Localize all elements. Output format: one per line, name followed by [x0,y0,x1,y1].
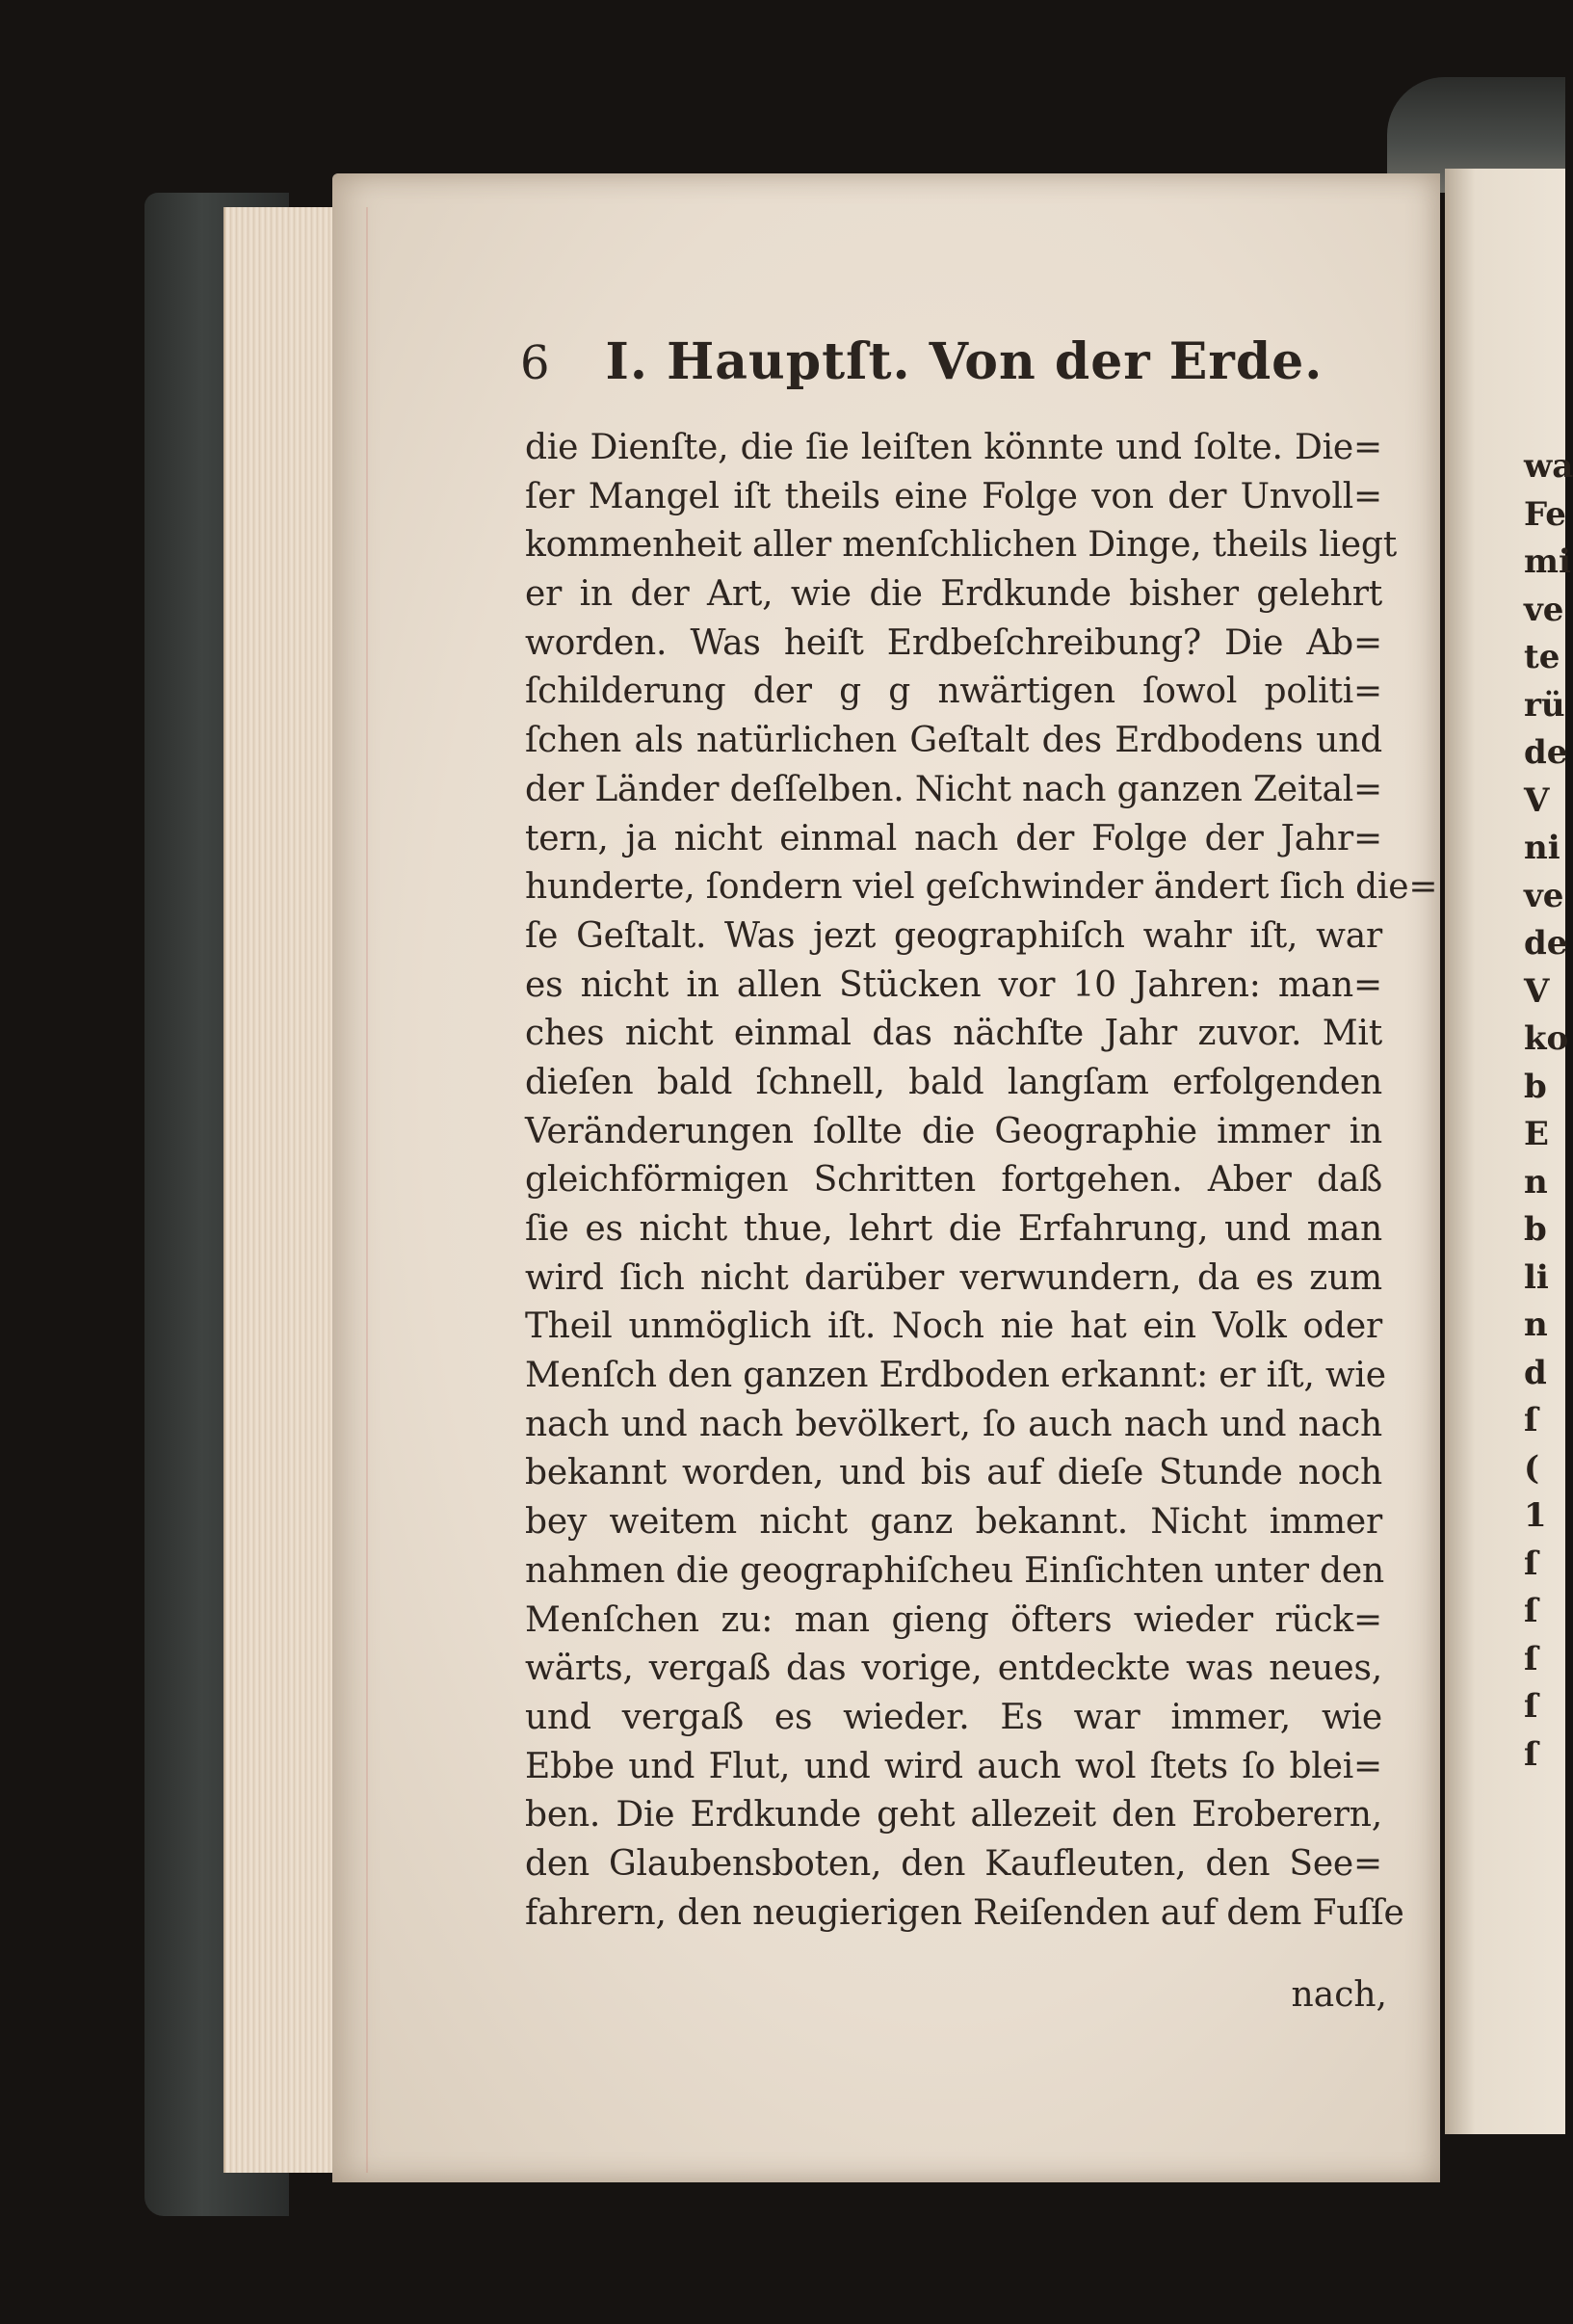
text-line: kommenheit aller menſchlichen Dinge, theils liegt [525,525,1397,566]
text-line: nahmen die geographiſcheu Einſichten unter den [525,1550,1384,1591]
text-line: ches nicht einmal das nächſte Jahr zuvor. Mit [525,1014,1382,1054]
text-line: Theil unmöglich iſt. Noch nie hat ein Volk oder [525,1307,1382,1347]
facing-line-fragment: mi [1524,542,1571,581]
facing-line-fragment: Fe [1524,494,1566,534]
facing-line-fragment: ko [1524,1019,1569,1058]
facing-line-fragment: de [1524,733,1568,772]
text-line: nach und nach bevölkert, ſo auch nach und nach [525,1404,1382,1444]
text-line: der Länder deſſelben. Nicht nach ganzen Zeital= [525,769,1382,809]
page-number: 6 [520,336,550,390]
facing-line-fragment: rü [1524,685,1565,725]
text-line: er in der Art, wie die Erdkunde bisher gelehrt [525,574,1382,615]
facing-line-fragment: ( [1524,1448,1540,1488]
text-line: bekannt worden, und bis auf dieſe Stunde noch [525,1453,1382,1493]
body-text [525,424,1438,1938]
facing-line-fragment: ſ [1524,1592,1538,1630]
text-line: den Glaubensboten, den Kaufleuten, den See= [525,1843,1382,1884]
facing-line-fragment: n [1524,1306,1548,1344]
facing-line-fragment: b [1524,1210,1547,1249]
text-line: hunderte, ſondern viel geſchwinder ändert ſich die= [525,867,1438,908]
page-header [520,332,1387,400]
text-line: ſchen als natürlichen Geſtalt des Erdbodens und [525,721,1382,761]
text-line: wärts, vergaß das vorige, entdeckte was neues, [525,1649,1382,1689]
facing-line-fragment: b [1524,1067,1547,1106]
facing-line-fragment: 1 [1524,1496,1547,1535]
text-line: bey weitem nicht ganz bekannt. Nicht immer [525,1502,1382,1543]
text-line: ſchilderung der g g nwärtigen ſowol politi= [525,672,1382,712]
facing-line-fragment: ſ [1524,1687,1538,1726]
text-line: Ebbe und Flut, und wird auch wol ſtets ſo blei= [525,1746,1382,1786]
facing-line-fragment: te [1524,638,1560,676]
facing-line-fragment: ſ [1524,1544,1538,1583]
facing-line-fragment: ve [1524,876,1564,915]
text-line: fahrern, den neugierigen Reiſenden auf dem Fuſſe [525,1892,1404,1933]
running-head: I. Hauptſt. Von der Erde. [605,332,1324,391]
facing-line-fragment: V [1524,971,1550,1011]
facing-line-fragment: ve [1524,590,1564,629]
text-line: dieſen bald ſchnell, bald langſam erfolgenden [525,1062,1382,1102]
margin-rule [366,207,368,2173]
text-line: ſe Geſtalt. Was jezt geographiſch wahr iſt, war [525,915,1382,956]
text-line: Veränderungen ſollte die Geographie immer in [525,1111,1382,1151]
facing-line-fragment: ni [1524,829,1560,867]
text-line: tern, ja nicht einmal nach der Folge der Jahr= [525,818,1382,858]
text-line: ſer Mangel iſt theils eine Folge von der Unvoll= [525,476,1382,516]
facing-line-fragment: ſ [1524,1734,1538,1774]
facing-line-fragment: d [1524,1353,1547,1392]
facing-page-text [1524,443,1573,1779]
facing-line-fragment: li [1524,1257,1549,1297]
text-line: ſie es nicht thue, lehrt die Erfahrung, und man [525,1209,1382,1249]
facing-line-fragment: ſ [1524,1401,1538,1439]
text-line: wird ſich nicht darüber verwundern, da es zum [525,1257,1382,1298]
text-line: die Dienſte, die ſie leiſten könnte und ſolte. Die= [525,428,1382,467]
text-line: Menſchen zu: man gieng öfters wieder rück= [525,1599,1382,1640]
catchword: nach, [1291,1975,1387,2015]
facing-line-fragment: n [1524,1162,1548,1202]
facing-line-fragment: wa [1524,447,1573,486]
facing-line-fragment: de [1524,924,1568,963]
facing-line-fragment: E [1524,1115,1549,1153]
text-line: ben. Die Erdkunde geht allezeit den Eroberern, [525,1795,1382,1835]
text-line: Menſch den ganzen Erdboden erkannt: er iſt, wie [525,1356,1386,1396]
text-line: gleichförmigen Schritten fortgehen. Aber daß [525,1160,1382,1201]
facing-line-fragment: V [1524,780,1550,820]
text-line: worden. Was heiſt Erdbeſchreibung? Die Ab= [525,622,1382,663]
text-line: es nicht in allen Stücken vor 10 Jahren: man= [525,964,1382,1005]
facing-line-fragment: ſ [1524,1639,1538,1678]
text-line: und vergaß es wieder. Es war immer, wie [525,1697,1382,1737]
